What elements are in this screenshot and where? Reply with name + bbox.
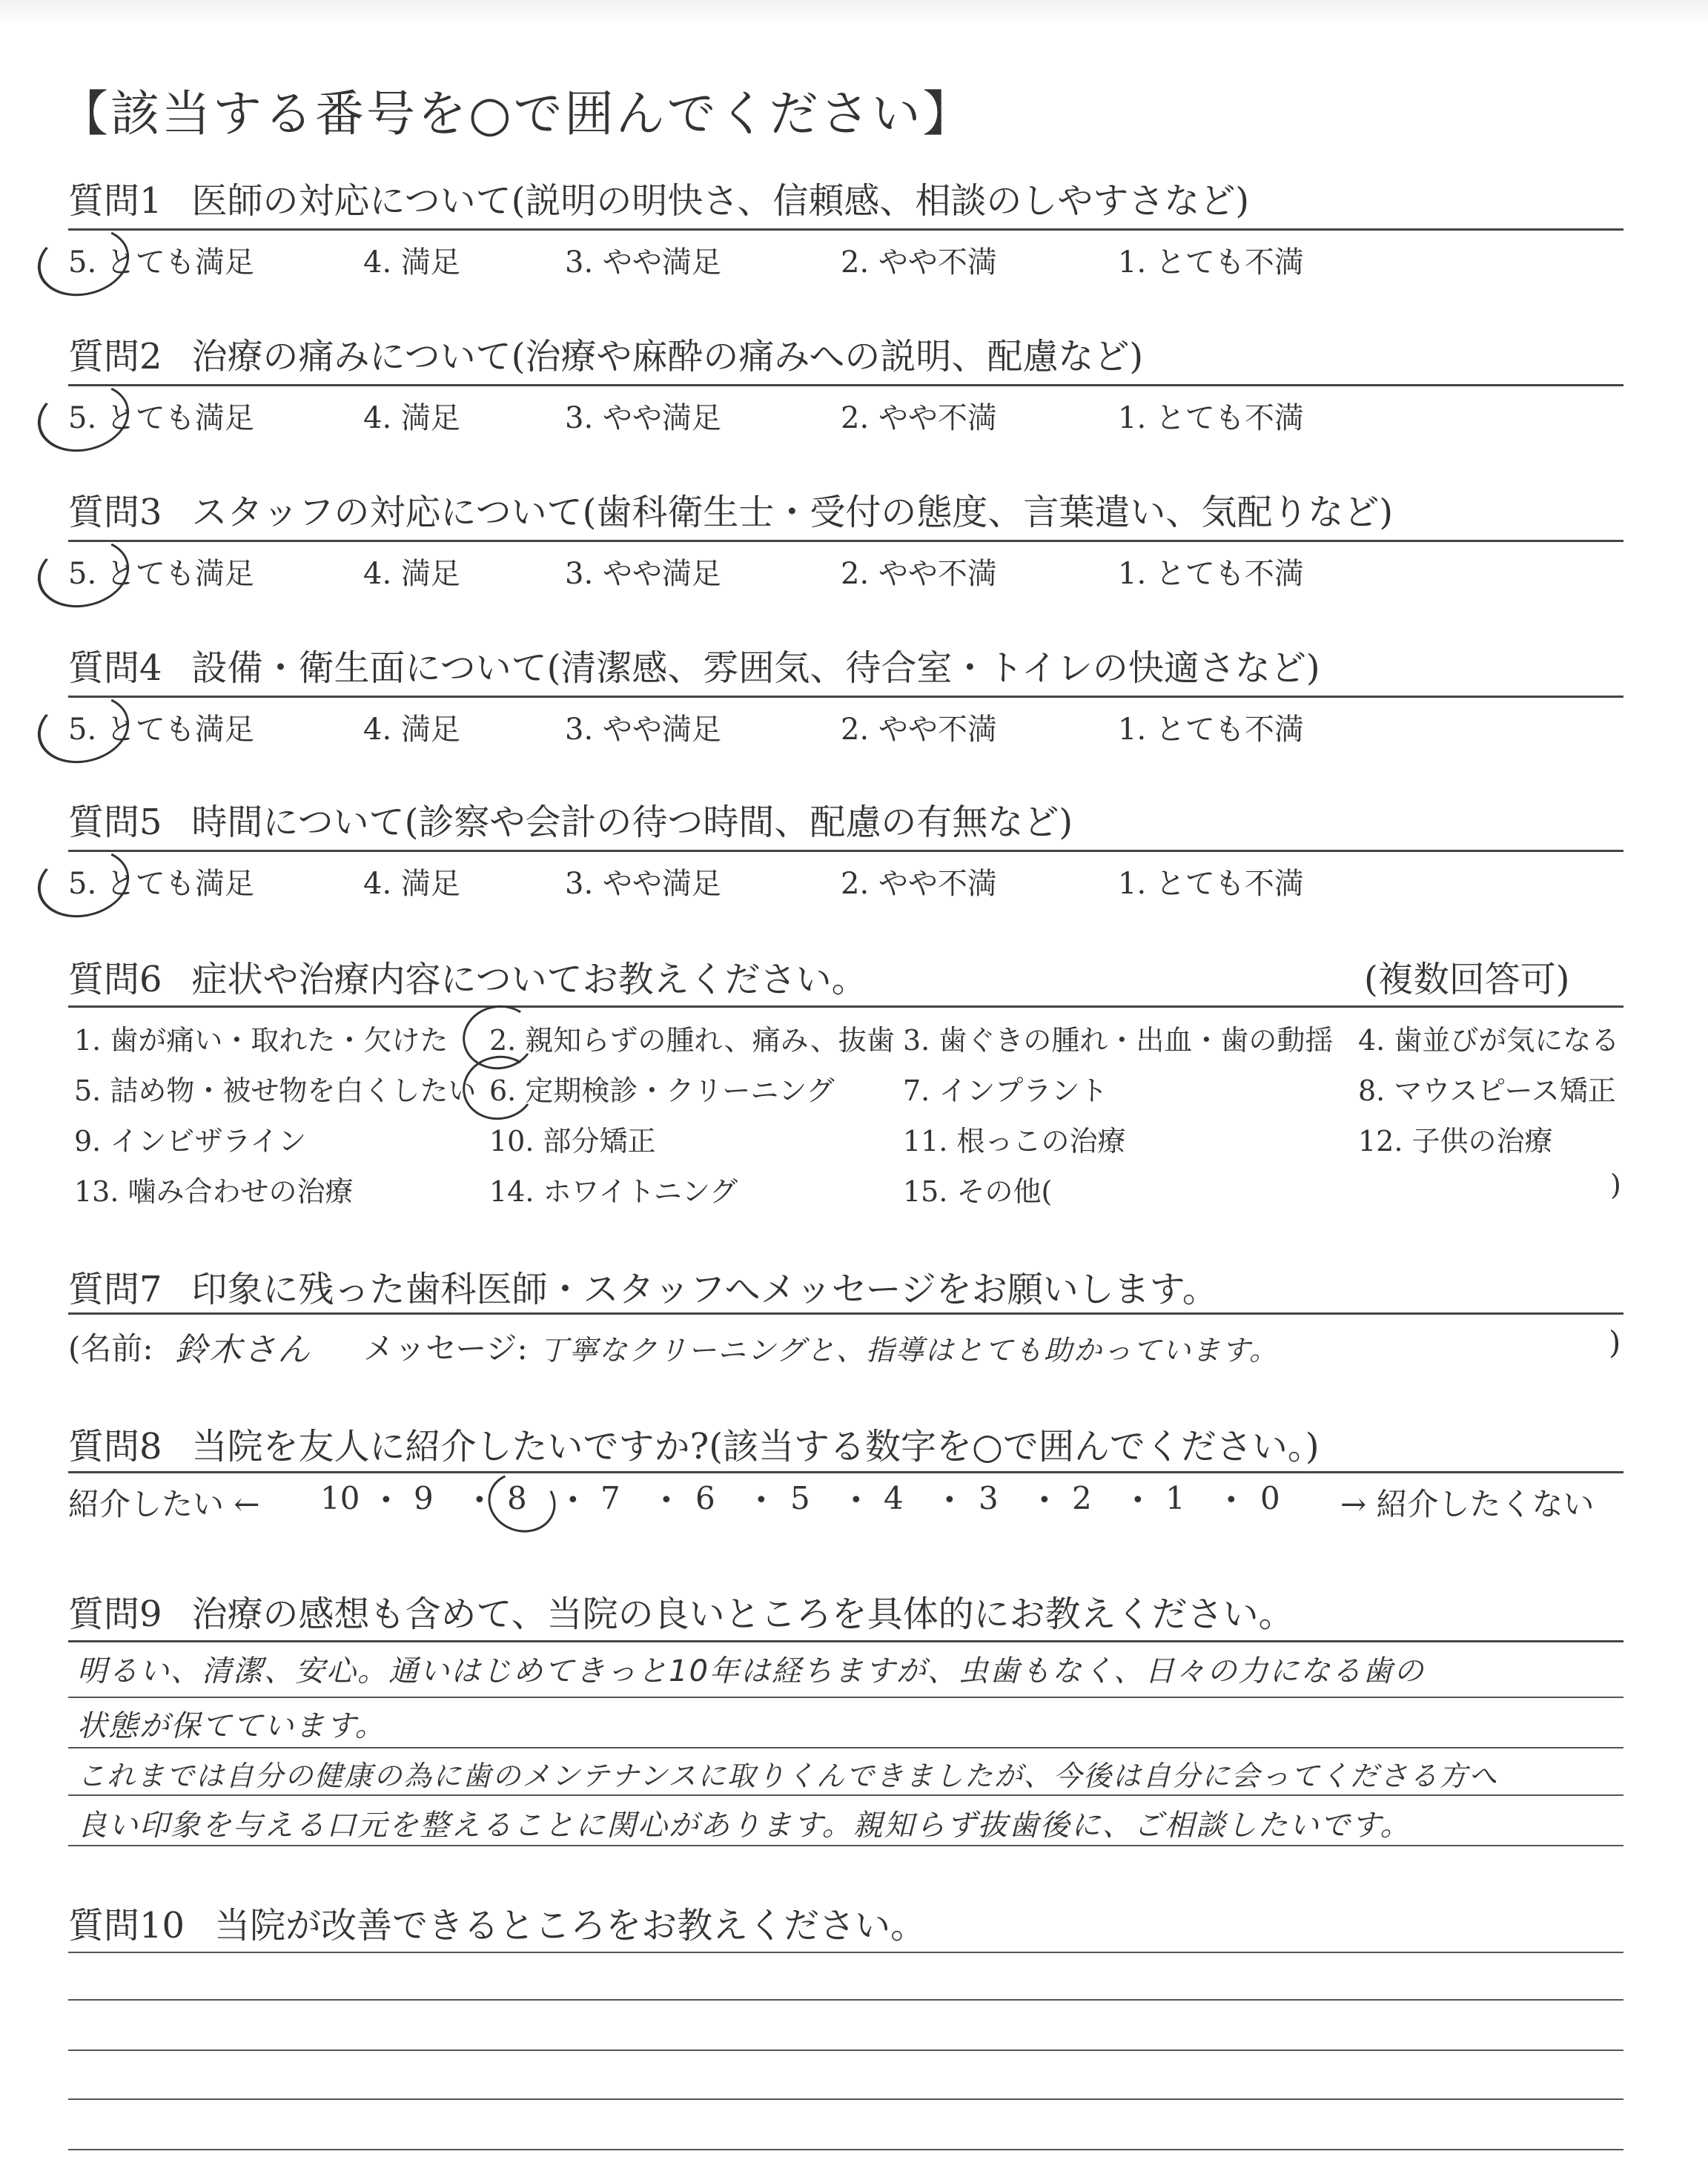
- q6-option-10: 10. 部分矯正: [489, 1125, 656, 1157]
- q10-writing-line-3: [68, 2050, 1623, 2051]
- q6-note: (複数回答可): [1364, 959, 1570, 1000]
- q6-option-5: 5. 詰め物・被せ物を白くしたい: [74, 1074, 477, 1107]
- q9-answer-line-3: これまでは自分の健康の為に歯のメンテナンスに取りくんできましたが、今後は自分に会ってくださる方へ: [77, 1760, 1498, 1792]
- q8-scale-9: 9: [414, 1480, 434, 1516]
- q10-writing-line-1: [68, 1952, 1623, 1953]
- q9-answer-line-4: 良い印象を与える口元を整えることに関心があります。親知らず抜歯後に、ご相談したいです。: [77, 1809, 1411, 1843]
- q8-title: [68, 1418, 1320, 1469]
- q6-label: 質問6: [68, 959, 162, 1000]
- q8-scale-7: 7: [600, 1480, 620, 1516]
- q10-text: 当院が改善できるところをお教えください。: [214, 1905, 927, 1946]
- q1-rule: [68, 228, 1623, 231]
- q7-label: 質問7: [68, 1269, 162, 1310]
- q3-label: 質問3: [68, 492, 162, 533]
- q4-rule: [68, 696, 1623, 698]
- q8-label: 質問8: [68, 1426, 162, 1467]
- q3-selection-circle: [30, 529, 136, 617]
- instruction-header: 【該当する番号を○で囲んでください】: [59, 85, 974, 142]
- scan-top-edge: [0, 0, 1708, 25]
- q8-scale-dot: •: [473, 1487, 486, 1513]
- q5-rule: [68, 850, 1623, 852]
- q7-message-value: 丁寧なクリーニングと、指導はとても助かっています。: [540, 1334, 1279, 1367]
- q10-writing-line-4: [68, 2098, 1623, 2100]
- q8-text: 当院を友人に紹介したいですか?(該当する数字を○で囲んでください。): [191, 1426, 1320, 1467]
- q3-option-4: 4. 満足: [363, 557, 460, 591]
- q6-selection-circle-6: [457, 1050, 540, 1126]
- q3-text: スタッフの対応について(歯科衛生士・受付の態度、言葉遣い、気配りなど): [191, 492, 1394, 533]
- q8-scale-dot: •: [1131, 1487, 1145, 1513]
- q6-option-2: 2. 親知らずの腫れ、痛み、抜歯: [489, 1024, 895, 1057]
- q9-answer-line-2: 状態が保てています。: [77, 1709, 386, 1743]
- q2-label: 質問2: [68, 336, 162, 377]
- q6-option-4: 4. 歯並びが気になる: [1358, 1024, 1620, 1057]
- q7-name-label: (名前:: [68, 1330, 153, 1367]
- q7-message-label: メッセージ:: [363, 1330, 528, 1367]
- q9-text: 治療の感想も含めて、当院の良いところを具体的にお教えください。: [191, 1593, 1294, 1635]
- q10-writing-line-2: [68, 1999, 1623, 2001]
- q8-scale-0: 0: [1260, 1480, 1280, 1516]
- q2-title: [68, 328, 1143, 379]
- q8-right-label: → 紹介したくない: [1340, 1486, 1595, 1522]
- q8-scale-4: 4: [884, 1480, 904, 1516]
- q3-rule: [68, 540, 1623, 542]
- q9-writing-line-1: [68, 1697, 1623, 1698]
- q5-option-1: 1. とても不満: [1118, 867, 1304, 901]
- q8-scale-10: 10: [320, 1480, 360, 1516]
- q1-option-5: 5. とても満足: [68, 245, 254, 280]
- q8-scale-5: 5: [790, 1480, 810, 1516]
- q4-option-1: 1. とても不満: [1118, 713, 1304, 747]
- q8-scale-dot: •: [380, 1487, 393, 1513]
- q6-option-3: 3. 歯ぐきの腫れ・出血・歯の動揺: [903, 1024, 1334, 1057]
- q3-option-2: 2. やや不満: [841, 557, 997, 591]
- q1-selection-circle: [30, 218, 136, 305]
- q10-writing-line-5: [68, 2149, 1623, 2150]
- q4-option-4: 4. 満足: [363, 713, 460, 747]
- q1-text: 医師の対応について(説明の明快さ、信頼感、相談のしやすさなど): [191, 180, 1250, 222]
- q6-rule: [68, 1005, 1623, 1008]
- q9-writing-line-3: [68, 1794, 1623, 1796]
- q4-text: 設備・衛生面について(清潔感、雰囲気、待合室・トイレの快適さなど): [191, 647, 1320, 689]
- q2-option-2: 2. やや不満: [841, 401, 997, 435]
- q10-label: 質問10: [68, 1905, 185, 1946]
- q9-answer-line-1: 明るい、清潔、安心。通いはじめてきっと10年は経ちますが、虫歯もなく、日々の力になる歯の: [77, 1654, 1426, 1688]
- q2-option-3: 3. やや満足: [565, 401, 721, 435]
- q8-scale-6: 6: [695, 1480, 715, 1516]
- q6-option-15: 15. その他(: [903, 1175, 1053, 1208]
- q5-option-5: 5. とても満足: [68, 867, 254, 901]
- q2-option-5: 5. とても満足: [68, 401, 254, 435]
- q2-selection-circle: [30, 374, 136, 461]
- q2-rule: [68, 384, 1623, 386]
- q6-option-16: ): [1610, 1169, 1621, 1201]
- q6-option-7: 7. インプラント: [903, 1074, 1108, 1107]
- q5-text: 時間について(診察や会計の待つ時間、配慮の有無など): [191, 802, 1073, 843]
- q5-option-3: 3. やや満足: [565, 867, 721, 901]
- q2-option-4: 4. 満足: [363, 401, 460, 435]
- q9-title: [68, 1585, 1294, 1636]
- q3-option-3: 3. やや満足: [565, 557, 721, 591]
- q1-option-1: 1. とても不満: [1118, 245, 1304, 280]
- q9-label: 質問9: [68, 1593, 162, 1635]
- q8-scale-2: 2: [1072, 1480, 1092, 1516]
- q3-option-5: 5. とても満足: [68, 557, 254, 591]
- q1-option-2: 2. やや不満: [841, 245, 997, 280]
- q7-text: 印象に残った歯科医師・スタッフへメッセージをお願いします。: [191, 1269, 1218, 1310]
- q5-label: 質問5: [68, 802, 162, 843]
- q6-option-11: 11. 根っこの治療: [903, 1125, 1126, 1157]
- q3-option-1: 1. とても不満: [1118, 557, 1304, 591]
- q8-scale-dot: •: [850, 1487, 863, 1513]
- q1-label: 質問1: [68, 180, 162, 222]
- q8-scale-3: 3: [979, 1480, 999, 1516]
- q4-option-3: 3. やや満足: [565, 713, 721, 747]
- q10-title: [68, 1897, 926, 1948]
- q7-title: [68, 1261, 1218, 1312]
- q6-option-14: 14. ホワイトニング: [489, 1175, 738, 1208]
- q6-option-1: 1. 歯が痛い・取れた・欠けた: [74, 1024, 448, 1057]
- q8-scale-dot: •: [943, 1487, 956, 1513]
- q4-title: [68, 639, 1320, 690]
- q8-scale-8: 8: [507, 1480, 527, 1516]
- q6-option-6: 6. 定期検診・クリーニング: [489, 1074, 835, 1107]
- q6-option-9: 9. インビザライン: [74, 1125, 307, 1157]
- q9-rule: [68, 1640, 1623, 1642]
- q8-scale-dot: •: [566, 1487, 580, 1513]
- q1-option-4: 4. 満足: [363, 245, 460, 280]
- q5-title: [68, 793, 1073, 845]
- q8-scale-dot: •: [660, 1487, 673, 1513]
- q8-scale-dot: •: [1038, 1487, 1051, 1513]
- q7-name-value: 鈴木さん: [175, 1331, 311, 1369]
- q9-writing-line-2: [68, 1747, 1623, 1748]
- q4-label: 質問4: [68, 647, 162, 689]
- q6-option-12: 12. 子供の治療: [1358, 1125, 1553, 1157]
- q1-option-3: 3. やや満足: [565, 245, 721, 280]
- q5-option-2: 2. やや不満: [841, 867, 997, 901]
- q1-title: [68, 172, 1249, 223]
- q8-scale-dot: •: [755, 1487, 768, 1513]
- q5-option-4: 4. 満足: [363, 867, 460, 901]
- q5-selection-circle: [30, 839, 136, 927]
- q6-text: 症状や治療内容についてお教えください。: [191, 959, 867, 1000]
- q8-selection-circle: [480, 1464, 563, 1542]
- q6-title: [68, 951, 867, 1002]
- q2-text: 治療の痛みについて(治療や麻酔の痛みへの説明、配慮など): [191, 336, 1144, 377]
- q8-rule: [68, 1471, 1623, 1473]
- q2-option-1: 1. とても不満: [1118, 401, 1304, 435]
- q3-title: [68, 483, 1393, 535]
- q8-left-label: 紹介したい ←: [68, 1486, 260, 1522]
- q4-option-5: 5. とても満足: [68, 713, 254, 747]
- q7-close-paren: ): [1609, 1324, 1621, 1361]
- q4-selection-circle: [30, 685, 136, 773]
- q8-scale-1: 1: [1165, 1480, 1185, 1516]
- q9-writing-line-4: [68, 1845, 1623, 1846]
- q7-rule: [68, 1312, 1623, 1315]
- q4-option-2: 2. やや不満: [841, 713, 997, 747]
- q6-option-8: 8. マウスピース矯正: [1358, 1074, 1616, 1107]
- q8-scale-dot: •: [1225, 1487, 1238, 1513]
- q6-option-13: 13. 噛み合わせの治療: [74, 1175, 354, 1208]
